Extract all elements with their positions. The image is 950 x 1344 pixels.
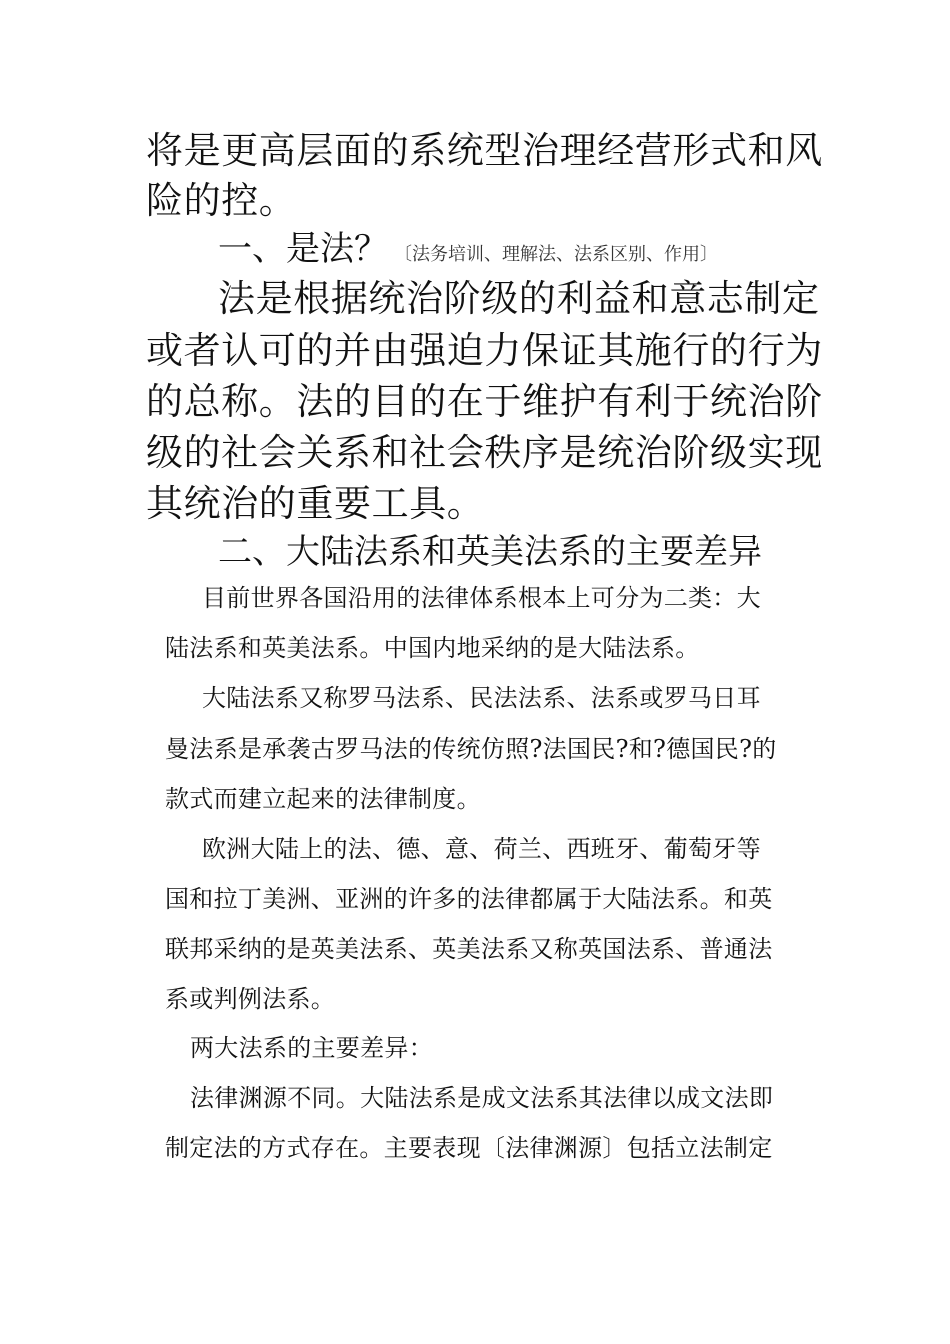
- section2-p1-line-1: 目前世界各国沿用的法律体系根本上可分为二类：大: [202, 584, 761, 612]
- section2-p2-line-2: 曼法系是承袭古罗马法的传统仿照?法国民?和?德国民?的: [165, 735, 777, 763]
- section1-heading-row: [218, 229, 718, 269]
- section2-p3-line-1: 欧洲大陆上的法、德、意、荷兰、西班牙、葡萄牙等: [202, 835, 761, 863]
- section2-p5-line-2: 制定法的方式存在。主要表现〔法律渊源〕包括立法制定: [165, 1134, 773, 1162]
- section1-heading: 一、是法？: [218, 229, 388, 269]
- section2-p2-line-1: 大陆法系又称罗马法系、民法法系、法系或罗马日耳: [202, 684, 761, 712]
- section2-p1-line-2: 陆法系和英美法系。中国内地采纳的是大陆法系。: [165, 634, 700, 662]
- section2-p4: 两大法系的主要差异：: [190, 1034, 433, 1062]
- section2-p2-line-3: 款式而建立起来的法律制度。: [165, 785, 481, 813]
- intro-line-2: 险的控。: [146, 179, 297, 222]
- intro-line-1: 将是更高层面的系统型治理经营形式和风: [146, 129, 823, 172]
- section1-para-line-1: 法是根据统治阶级的利益和意志制定: [218, 277, 820, 320]
- section2-p3-line-3: 联邦采纳的是英美法系、英美法系又称英国法系、普通法: [165, 935, 773, 963]
- section2-heading: 二、大陆法系和英美法系的主要差异: [218, 532, 762, 572]
- section1-note: 〔法务培训、理解法、法系区别、作用〕: [394, 244, 718, 265]
- section2-p3-line-2: 国和拉丁美洲、亚洲的许多的法律都属于大陆法系。和英: [165, 885, 773, 913]
- section2-p5-line-1: 法律渊源不同。大陆法系是成文法系其法律以成文法即: [190, 1084, 774, 1112]
- section1-para-line-3: 的总称。法的目的在于维护有利于统治阶: [146, 380, 823, 423]
- section1-para-line-5: 其统治的重要工具。: [146, 482, 485, 525]
- section2-p3-line-4: 系或判例法系。: [165, 985, 336, 1013]
- section1-para-line-2: 或者认可的并由强迫力保证其施行的行为: [146, 329, 823, 372]
- section1-para-line-4: 级的社会关系和社会秩序是统治阶级实现: [146, 431, 823, 474]
